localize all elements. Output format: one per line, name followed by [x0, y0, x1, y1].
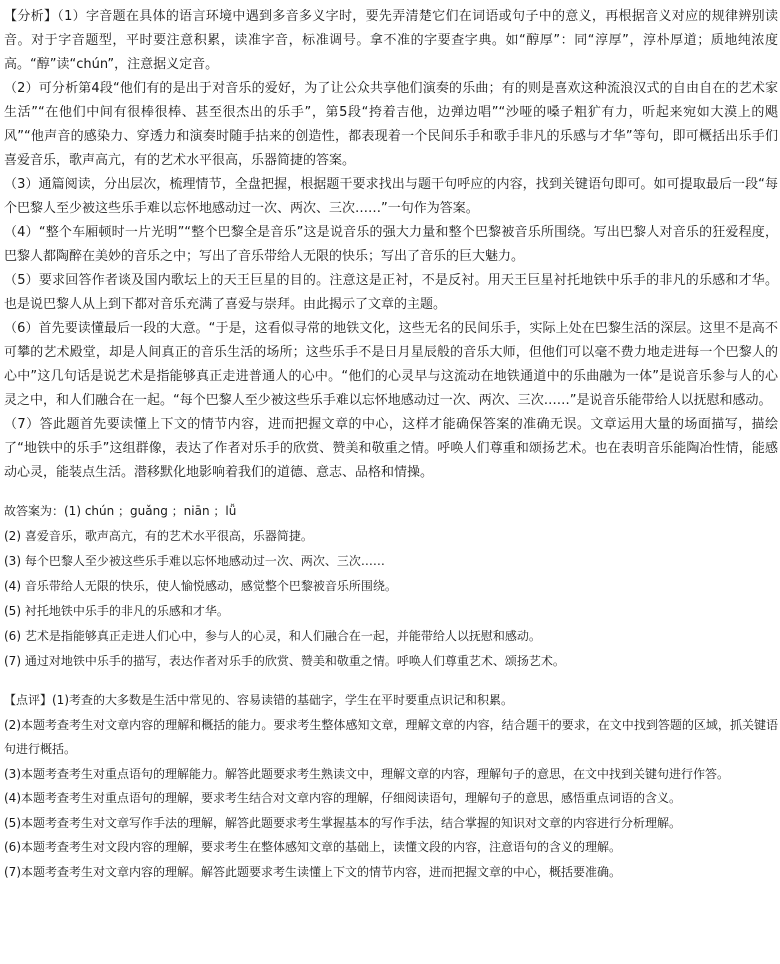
comment-line-7: (7)本题考查考生对文章内容的理解。解答此题要求考生读懂上下文的情节内容，进而把握文章的中心，概括要准确。 [4, 864, 622, 879]
answer-line-4: (4) 音乐带给人无限的快乐，使人愉悦感动，感觉整个巴黎被音乐所围绕。 [4, 579, 397, 593]
analysis-paragraph-7: （7）答此题首先要读懂上下文的情节内容，进而把握文章的中心，这样才能确保答案的准确无误。文章运用大量的场面描写，描绘了“地铁中的乐手”这组群像，表达了作者对乐手的欣赏、赞美和敬重之情。呼唤人们尊重和颂扬艺术。也在表明音乐能陶冶性情，能感动心灵，能装点生活。潜移默化地影响着我们的道德、意志、品格和情操。 [4, 417, 778, 480]
comments-section [4, 688, 778, 884]
answer-line-1: 故答案为：(1) chún ；guǎng ；niān ；lǚ [4, 504, 237, 518]
answer-line-2: (2) 喜爱音乐，歌声高亢，有的艺术水平很高，乐器简捷。 [4, 529, 313, 543]
comment-line-5: (5)本题考查考生对文章写作手法的理解，解答此题要求考生掌握基本的写作手法，结合掌握的知识对文章的内容进行分析理解。 [4, 815, 682, 830]
answer-line-7: (7) 通过对地铁中乐手的描写，表达作者对乐手的欣赏、赞美和敬重之情。呼唤人们尊重艺术、颂扬艺术。 [4, 654, 565, 668]
analysis-section [4, 5, 778, 485]
answer-line-3: (3) 每个巴黎人至少被这些乐手难以忘怀地感动过一次、两次、三次…… [4, 554, 385, 568]
analysis-paragraph-1: 【分析】（1）字音题在具体的语言环境中遇到多音多义字时，要先弄清楚它们在词语或句子中的意义，再根据音义对应的规律辨别读音。对于字音题型，平时要注意积累，读准字音，标准调号。拿不准的字要查字典。如“醇厚”：同“淳厚”，淳朴厚道；质地纯浓度高。“醇”读“chún”，注意据义定音。 [4, 9, 778, 72]
comment-line-6: (6)本题考查考生对文段内容的理解，要求考生在整体感知文章的基础上，读懂文段的内容，注意语句的含义的理解。 [4, 840, 622, 854]
analysis-paragraph-4: （4）“整个车厢顿时一片光明”“整个巴黎全是音乐”这是说音乐的强大力量和整个巴黎被音乐所围绕。写出巴黎人对音乐的狂爱程度，巴黎人都陶醉在美妙的音乐之中；写出了音乐带给人无限的快乐；写出了音乐的巨大魅力。 [4, 225, 778, 264]
answers-section [4, 499, 778, 674]
comment-line-4: (4)本题考查考生对重点语句的理解，要求考生结合对文章内容的理解，仔细阅读语句，理解句子的意思，感悟重点词语的含义。 [4, 791, 682, 805]
analysis-paragraph-5: （5）要求回答作者谈及国内歌坛上的天王巨星的目的。注意这是正衬，不是反衬。用天王巨星衬托地铁中乐手的非凡的乐感和才华。也是说巴黎人从上到下都对音乐充满了喜爱与崇拜。由此揭示了文章的主题。 [4, 273, 778, 312]
answer-line-5: (5) 衬托地铁中乐手的非凡的乐感和才华。 [4, 604, 229, 618]
analysis-paragraph-3: （3）通篇阅读，分出层次，梳理情节，全盘把握，根据题干要求找出与题干句呼应的内容，找到关键语句即可。如可提取最后一段“每个巴黎人至少被这些乐手难以忘怀地感动过一次、两次、三次……”一句作为答案。 [4, 177, 778, 216]
comment-line-3: (3)本题考查考生对重点语句的理解能力。解答此题要求考生熟读文中，理解文章的内容，理解句子的意思，在文中找到关键句进行作答。 [4, 766, 730, 781]
analysis-paragraph-6: （6）首先要读懂最后一段的大意。“于是，这看似寻常的地铁文化，这些无名的民间乐手，实际上处在巴黎生活的深层。这里不是高不可攀的艺术殿堂，却是人间真正的音乐生活的场所；这些乐手不是日月星辰般的音乐大师，但他们可以毫不费力地走进每一个巴黎人的心中”这几句话是说艺术是指能够真正走进普通人的心中。“他们的心灵早与这流动在地铁通道中的乐曲融为一体”是说音乐参与人的心灵之中，和人们融合在一起。“每个巴黎人至少被这些乐手难以忘怀地感动过一次、两次、三次……”是说音乐能带给人以抚慰和感动。 [4, 321, 778, 408]
answer-line-6: (6) 艺术是指能够真正走进人们心中，参与人的心灵，和人们融合在一起，并能带给人以抚慰和感动。 [4, 629, 541, 643]
analysis-paragraph-2: （2）可分析第4段“他们有的是出于对音乐的爱好，为了让公众共享他们演奏的乐曲；有的则是喜欢这种流浪汉式的自由自在的艺术家生活”“在他们中间有很棒很棒、甚至很杰出的乐手”，第5段“挎着吉他，边弹边唱”“沙哑的嗓子粗犷有力，听起来宛如大漠上的飓风”“他声音的感染力、穿透力和演奏时随手拈来的创造性，都表现着一个民间乐手和歌手非凡的乐感与才华”等句，即可概括出乐手们喜爱音乐，歌声高亢，有的艺术水平很高，乐器简捷的答案。 [4, 81, 778, 168]
comment-line-1: 【点评】(1)考查的大多数是生活中常见的、容易读错的基础字，学生在平时要重点识记和积累。 [4, 693, 514, 707]
comment-line-2: (2)本题考查考生对文章内容的理解和概括的能力。要求考生整体感知文章，理解文章的内容，结合题干的要求，在文中找到答题的区域，抓关键语句进行概括。 [4, 717, 778, 756]
